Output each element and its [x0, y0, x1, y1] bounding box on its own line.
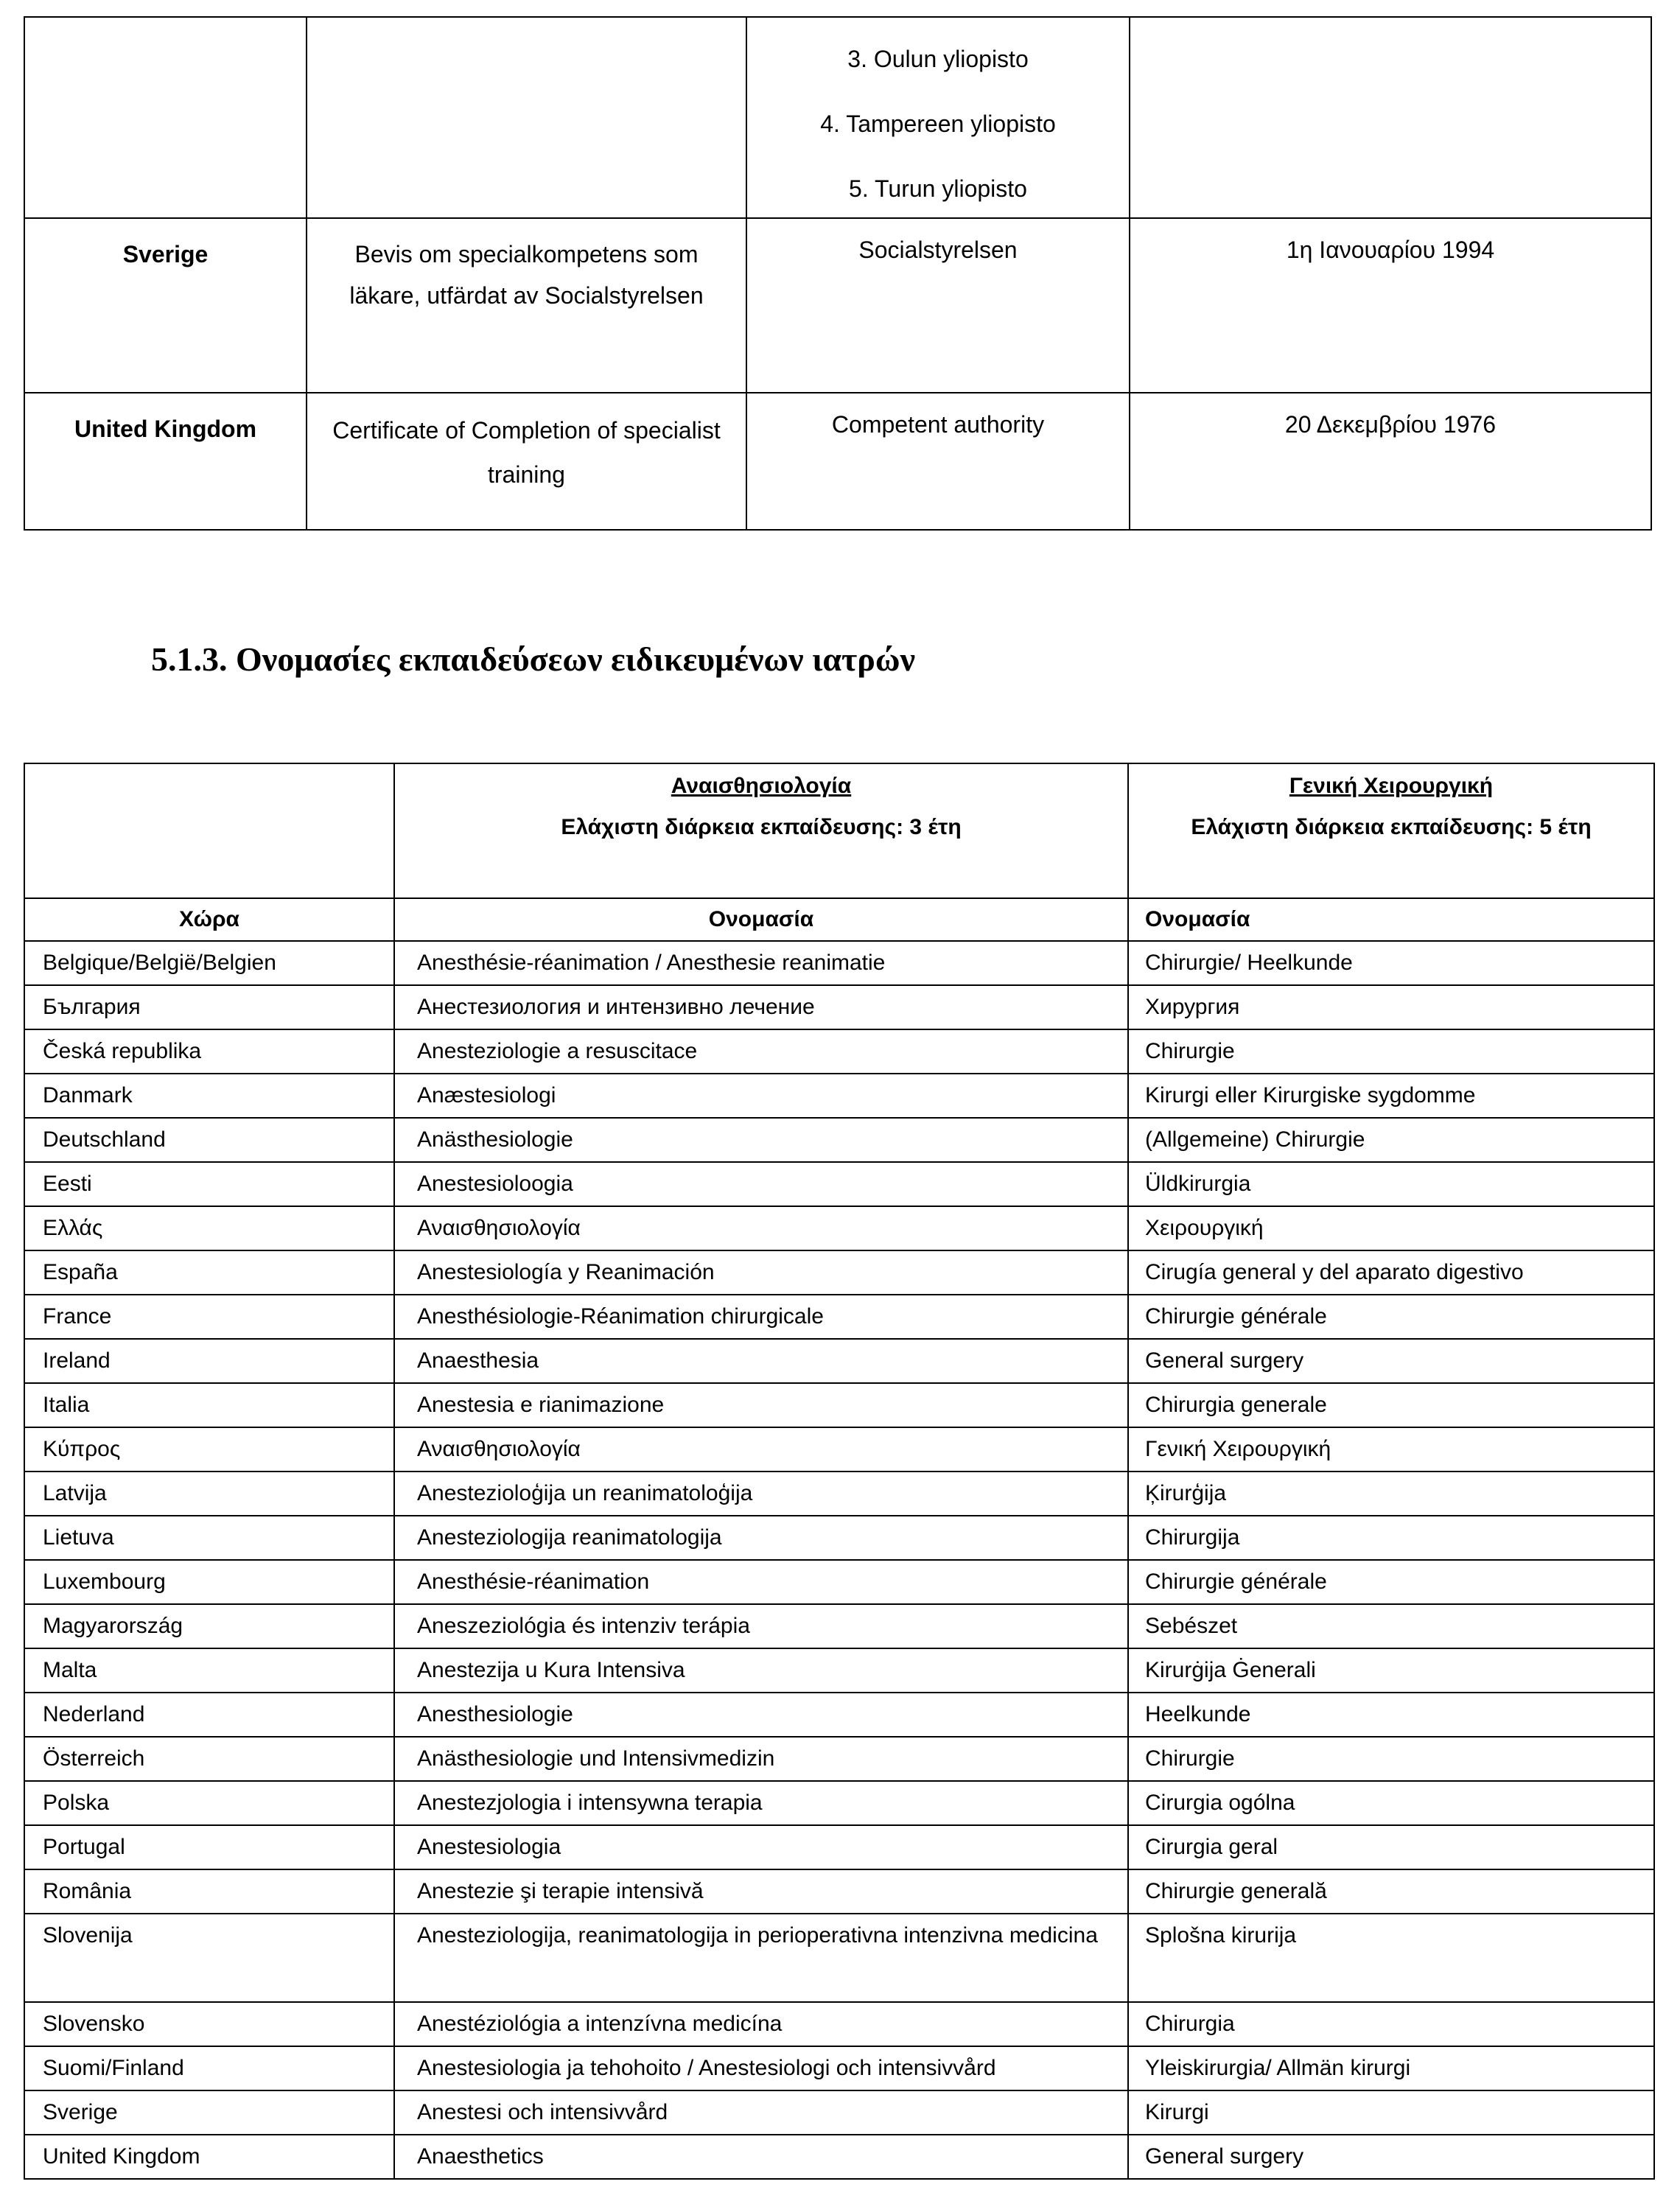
table-row — [24, 1781, 1654, 1825]
anaesthesia-name-cell: Anestezioloģija un reanimatoloģija — [394, 1472, 1128, 1516]
title-cell: Bevis om specialkompetens som läkare, utfärdat av Socialstyrelsen — [307, 218, 746, 393]
surgery-title: Γενική Χειρουργική — [1289, 774, 1494, 798]
awarding-body-cell: Competent authority — [746, 393, 1130, 530]
anaesthesia-name-cell: Anästhesiologie und Intensivmedizin — [394, 1737, 1128, 1781]
anaesthesia-name-cell: Anesthésiologie-Réanimation chirurgicale — [394, 1295, 1128, 1339]
surgery-name-cell: Yleiskirurgia/ Allmän kirurgi — [1128, 2046, 1654, 2090]
table-row — [24, 1250, 1654, 1295]
table-row — [24, 1604, 1654, 1648]
country-cell: United Kingdom — [24, 2135, 394, 2179]
table-row — [24, 1516, 1654, 1560]
surgery-name-cell: Chirurgia — [1128, 2002, 1654, 2046]
table-row — [24, 2002, 1654, 2046]
table-row — [24, 1029, 1654, 1074]
table-row — [24, 1648, 1654, 1693]
surgery-name-cell: Chirurgie — [1128, 1029, 1654, 1074]
table-row — [24, 2135, 1654, 2179]
anaesthesia-name-cell: Anestezija u Kura Intensiva — [394, 1648, 1128, 1693]
anaesthesia-name-cell: Anaesthesia — [394, 1339, 1128, 1383]
anaesthesia-name-cell: Anästhesiologie — [394, 1118, 1128, 1162]
date-cell: 20 Δεκεμβρίου 1976 — [1130, 393, 1651, 530]
specialty-header-row — [24, 763, 1654, 898]
table-row — [24, 218, 1651, 393]
table-row — [24, 985, 1654, 1029]
country-cell: Österreich — [24, 1737, 394, 1781]
anaesthesia-name-cell: Anestezjologia i intensywna terapia — [394, 1781, 1128, 1825]
surgery-name-cell: Chirurgie generală — [1128, 1869, 1654, 1914]
country-cell: Latvija — [24, 1472, 394, 1516]
surgery-name-cell: Chirurgija — [1128, 1516, 1654, 1560]
country-cell: Ireland — [24, 1339, 394, 1383]
country-cell: Danmark — [24, 1074, 394, 1118]
country-cell: Magyarország — [24, 1604, 394, 1648]
country-cell: Belgique/België/Belgien — [24, 941, 394, 985]
country-cell: Italia — [24, 1383, 394, 1427]
surgery-name-cell: Хирургия — [1128, 985, 1654, 1029]
table-row — [24, 17, 1651, 218]
country-cell: Deutschland — [24, 1118, 394, 1162]
awarding-body-cell: Socialstyrelsen — [746, 218, 1130, 393]
country-cell: Slovenija — [24, 1914, 394, 2002]
country-cell: Nederland — [24, 1693, 394, 1737]
country-cell: Portugal — [24, 1825, 394, 1869]
table-row — [24, 1737, 1654, 1781]
anaesthesia-name-cell: Anestéziológia a intenzívna medicína — [394, 2002, 1128, 2046]
surgery-name-cell: Chirurgia generale — [1128, 1383, 1654, 1427]
country-column-header: Χώρα — [24, 898, 394, 941]
table-row — [24, 1693, 1654, 1737]
table-row — [24, 1118, 1654, 1162]
anaesthesia-name-cell: Anesthésie-réanimation / Anesthesie reanimatie — [394, 941, 1128, 985]
table-row — [24, 1914, 1654, 2002]
country-cell: România — [24, 1869, 394, 1914]
table-row — [24, 1383, 1654, 1427]
surgery-name-cell: Ķirurģija — [1128, 1472, 1654, 1516]
country-cell: Ελλάς — [24, 1206, 394, 1250]
university-line: 3. Oulun yliopisto — [847, 46, 1029, 72]
university-line: 4. Tampereen yliopisto — [820, 111, 1056, 137]
anaesthesia-name-cell: Aneszeziológia és intenziv terápia — [394, 1604, 1128, 1648]
university-line: 5. Turun yliopisto — [849, 175, 1027, 202]
anaesthesia-name-cell: Anestezie şi terapie intensivă — [394, 1869, 1128, 1914]
country-cell: France — [24, 1295, 394, 1339]
date-cell — [1130, 17, 1651, 218]
country-cell: Lietuva — [24, 1516, 394, 1560]
specialist-rows — [24, 941, 1654, 2179]
country-cell: Κύπρος — [24, 1427, 394, 1472]
surgery-name-cell: Üldkirurgia — [1128, 1162, 1654, 1206]
date-cell: 1η Ιανουαρίου 1994 — [1130, 218, 1651, 393]
country-cell: Sverige — [24, 218, 307, 393]
country-cell — [24, 17, 307, 218]
anaesthesia-name-cell: Anesthésie-réanimation — [394, 1560, 1128, 1604]
surgery-header — [1128, 763, 1654, 898]
anaesthesia-name-cell: Anestesiologia — [394, 1825, 1128, 1869]
surgery-name-cell: Chirurgie/ Heelkunde — [1128, 941, 1654, 985]
title-cell — [307, 17, 746, 218]
table-row — [24, 1074, 1654, 1118]
country-cell: Polska — [24, 1781, 394, 1825]
surgery-name-cell: Χειρουργική — [1128, 1206, 1654, 1250]
table-row — [24, 1560, 1654, 1604]
surgery-name-cell: Heelkunde — [1128, 1693, 1654, 1737]
anaesthesia-name-cell: Anesteziologija reanimatologija — [394, 1516, 1128, 1560]
table-row — [24, 1162, 1654, 1206]
table-row — [24, 1825, 1654, 1869]
anaesthesia-name-cell: Anestesia e rianimazione — [394, 1383, 1128, 1427]
country-cell: Slovensko — [24, 2002, 394, 2046]
anaesthesia-name-cell: Anæstesiologi — [394, 1074, 1128, 1118]
awarding-body-cell — [746, 17, 1130, 218]
table-row — [24, 1472, 1654, 1516]
table-row — [24, 2046, 1654, 2090]
country-cell: United Kingdom — [24, 393, 307, 530]
surgery-name-cell: Chirurgie générale — [1128, 1295, 1654, 1339]
surgery-name-cell: Kirurġija Ġenerali — [1128, 1648, 1654, 1693]
surgery-name-header: Ονομασία — [1128, 898, 1654, 941]
surgery-name-cell: Kirurgi — [1128, 2090, 1654, 2135]
specialist-titles-table — [24, 763, 1655, 2180]
surgery-name-cell: Chirurgie générale — [1128, 1560, 1654, 1604]
country-cell: Luxembourg — [24, 1560, 394, 1604]
table-row — [24, 1427, 1654, 1472]
surgery-name-cell: Cirugía general y del aparato digestivo — [1128, 1250, 1654, 1295]
surgery-name-cell: Cirurgia ogólna — [1128, 1781, 1654, 1825]
table-row — [24, 1295, 1654, 1339]
anaesthesia-duration: Ελάχιστη διάρκεια εκπαίδευσης: 3 έτη — [561, 815, 962, 839]
title-cell: Certificate of Completion of specialist training — [307, 393, 746, 530]
anaesthesia-name-cell: Anaesthetics — [394, 2135, 1128, 2179]
table-row — [24, 941, 1654, 985]
table-row — [24, 1339, 1654, 1383]
anaesthesia-name-cell: Anestesi och intensivvård — [394, 2090, 1128, 2135]
country-cell: España — [24, 1250, 394, 1295]
empty-header-cell — [24, 763, 394, 898]
qualifications-table — [24, 16, 1652, 531]
surgery-name-cell: Sebészet — [1128, 1604, 1654, 1648]
anaesthesia-name-cell: Anesteziologija, reanimatologija in perioperativna intenzivna medicina — [394, 1914, 1128, 2002]
surgery-name-cell: (Allgemeine) Chirurgie — [1128, 1118, 1654, 1162]
anaesthesia-name-cell: Анестезиология и интензивно лечение — [394, 985, 1128, 1029]
surgery-name-cell: General surgery — [1128, 2135, 1654, 2179]
table-row — [24, 1869, 1654, 1914]
table-row — [24, 393, 1651, 530]
anaesthesia-name-cell: Αναισθησιολογία — [394, 1427, 1128, 1472]
country-cell: България — [24, 985, 394, 1029]
anaesthesia-title: Αναισθησιολογία — [671, 774, 852, 798]
anaesthesia-name-cell: Anesthesiologie — [394, 1693, 1128, 1737]
country-cell: Česká republika — [24, 1029, 394, 1074]
anaesthesia-header — [394, 763, 1128, 898]
surgery-name-cell: Γενική Χειρουργική — [1128, 1427, 1654, 1472]
country-cell: Sverige — [24, 2090, 394, 2135]
country-cell: Malta — [24, 1648, 394, 1693]
country-cell: Suomi/Finland — [24, 2046, 394, 2090]
anaesthesia-name-cell: Anestesiología y Reanimación — [394, 1250, 1128, 1295]
anaesthesia-name-cell: Αναισθησιολογία — [394, 1206, 1128, 1250]
surgery-name-cell: Cirurgia geral — [1128, 1825, 1654, 1869]
anaesthesia-name-cell: Anesteziologie a resuscitace — [394, 1029, 1128, 1074]
anaesthesia-name-cell: Anestesioloogia — [394, 1162, 1128, 1206]
anaesthesia-name-cell: Anestesiologia ja tehohoito / Anestesiologi och intensivvård — [394, 2046, 1128, 2090]
table-row — [24, 1206, 1654, 1250]
surgery-duration: Ελάχιστη διάρκεια εκπαίδευσης: 5 έτη — [1191, 815, 1592, 839]
surgery-name-cell: General surgery — [1128, 1339, 1654, 1383]
surgery-name-cell: Kirurgi eller Kirurgiske sygdomme — [1128, 1074, 1654, 1118]
section-heading: 5.1.3. Ονομασίες εκπαιδεύσεων ειδικευμένων ιατρών — [151, 640, 916, 678]
table-row — [24, 2090, 1654, 2135]
column-header-row — [24, 898, 1654, 941]
anaesthesia-name-header: Ονομασία — [394, 898, 1128, 941]
country-cell: Eesti — [24, 1162, 394, 1206]
surgery-name-cell: Chirurgie — [1128, 1737, 1654, 1781]
surgery-name-cell: Splošna kirurija — [1128, 1914, 1654, 2002]
